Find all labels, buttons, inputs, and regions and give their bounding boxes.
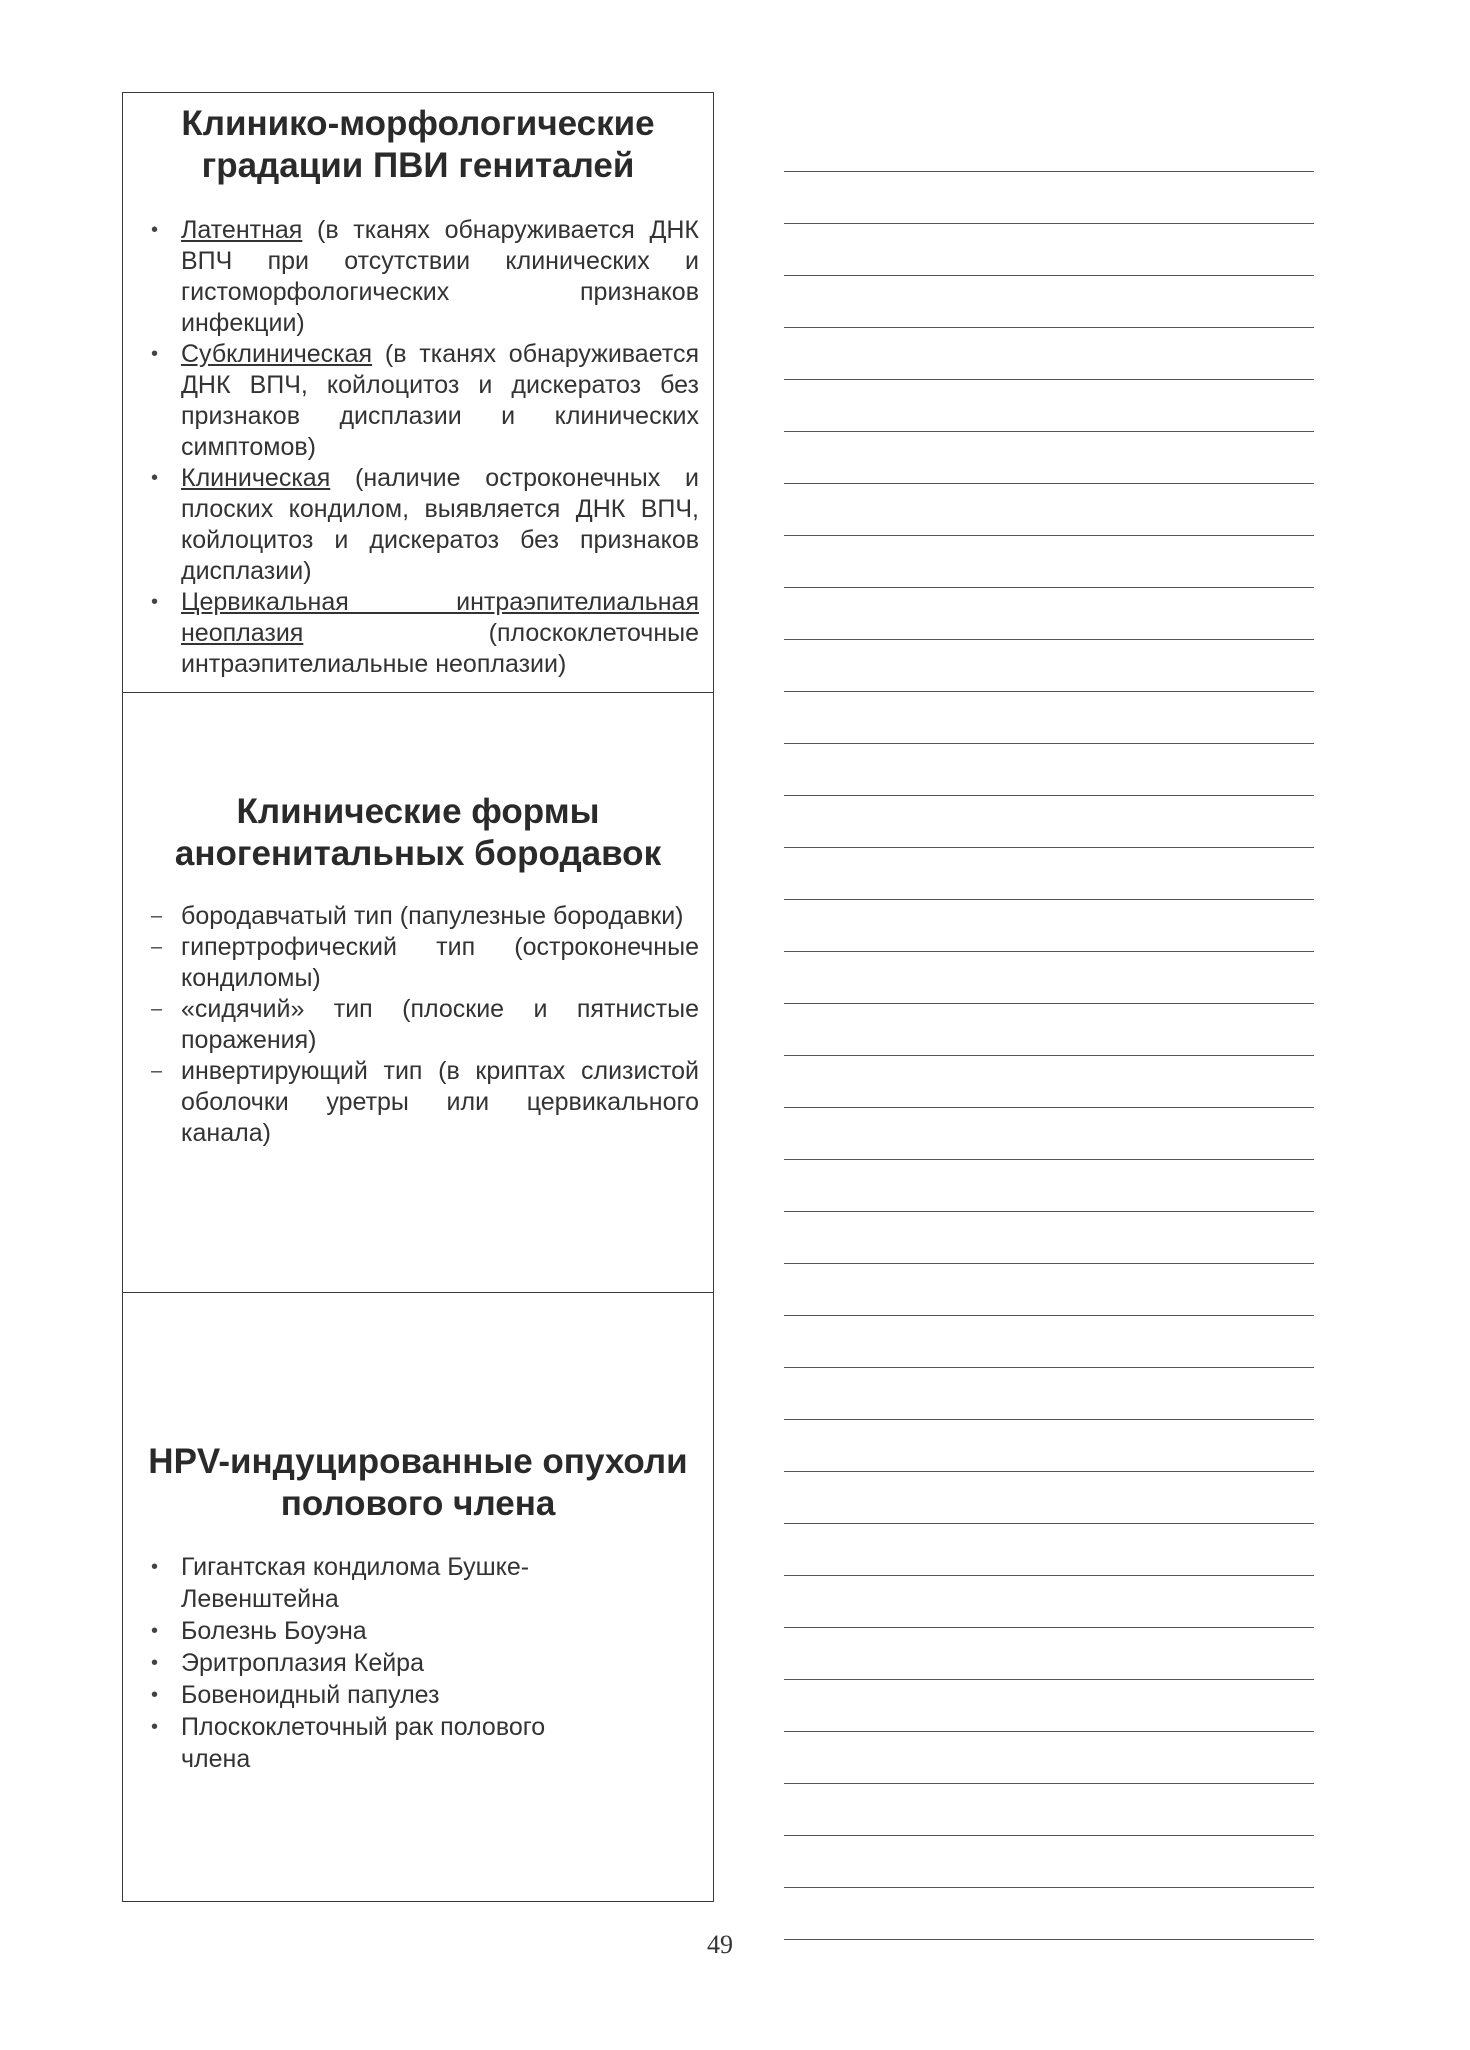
bullet-marker: • <box>151 1652 159 1674</box>
item-text: (в тканях обнаруживается ДНК ВПЧ, койлоцитоз и дискератоз без признаков дисплазии и клинических симптомов) <box>181 340 699 461</box>
list-item <box>151 215 699 339</box>
item-text: Гигантская кондилома Бушке-Левенштейна <box>181 1553 530 1613</box>
dash-marker: – <box>151 905 163 927</box>
note-line <box>784 1628 1314 1680</box>
term-label: Субклиническая <box>181 340 373 368</box>
slide-title-line: HPV-индуцированные опухоли <box>148 1442 688 1481</box>
item-text: Плоскоклеточный рак полового члена <box>181 1713 546 1773</box>
item-text: Бовеноидный папулез <box>181 1681 440 1709</box>
note-lines <box>784 120 1314 1940</box>
bullet-marker: • <box>151 343 159 365</box>
note-line <box>784 328 1314 380</box>
slide-column <box>122 92 714 1902</box>
list-item <box>151 463 699 587</box>
item-text: (наличие остроконечных и плоских кондилом, выявляется ДНК ВПЧ, койлоцитоз и дискератоз без признаков дисплазии) <box>181 464 699 585</box>
note-line <box>784 1888 1314 1940</box>
list-item <box>151 587 699 680</box>
note-line <box>784 536 1314 588</box>
note-line <box>784 952 1314 1004</box>
note-line <box>784 1160 1314 1212</box>
note-line <box>784 588 1314 640</box>
note-line <box>784 1316 1314 1368</box>
page-number: 49 <box>707 1930 733 1959</box>
list-item <box>151 1615 583 1647</box>
note-line <box>784 172 1314 224</box>
item-text: бородавчатый тип (папулезные бородавки) <box>181 902 684 930</box>
slide-pvi-gradations <box>123 93 713 693</box>
slide-title-line: градации ПВИ гениталей <box>201 146 635 185</box>
note-line <box>784 1264 1314 1316</box>
gradation-list <box>151 215 699 680</box>
note-line <box>784 1472 1314 1524</box>
note-line <box>784 692 1314 744</box>
slide-title <box>123 1441 713 1525</box>
bullet-marker: • <box>151 219 159 241</box>
bullet-marker: • <box>151 591 159 613</box>
note-line <box>784 380 1314 432</box>
bullet-marker: • <box>151 467 159 489</box>
dash-marker: – <box>151 936 163 958</box>
note-line <box>784 1784 1314 1836</box>
term-label: Латентная <box>181 216 303 244</box>
note-line <box>784 1420 1314 1472</box>
item-text: (плоскоклеточные интраэпителиальные неоплазии) <box>181 619 699 678</box>
list-item <box>151 1056 699 1149</box>
note-line <box>784 432 1314 484</box>
note-line <box>784 224 1314 276</box>
item-text: Болезнь Боуэна <box>181 1617 367 1645</box>
note-line <box>784 1004 1314 1056</box>
note-line <box>784 1108 1314 1160</box>
bullet-marker: • <box>151 1620 159 1642</box>
list-item <box>151 901 699 932</box>
wart-form-list <box>151 901 699 1149</box>
item-text: Эритроплазия Кейра <box>181 1649 424 1677</box>
item-text: «сидячий» тип (плоские и пятнистые поражения) <box>181 995 699 1054</box>
slide-title-line: аногенитальных бородавок <box>174 834 662 873</box>
bullet-marker: • <box>151 1684 159 1706</box>
list-item <box>151 932 699 994</box>
note-line <box>784 1212 1314 1264</box>
note-line <box>784 1576 1314 1628</box>
term-label: Цервикальная интраэпителиальная неоплазия <box>181 588 699 647</box>
note-line <box>784 796 1314 848</box>
dash-marker: – <box>151 1060 163 1082</box>
item-text: гипертрофический тип (остроконечные кондиломы) <box>181 933 699 992</box>
note-line <box>784 1524 1314 1576</box>
note-line <box>784 900 1314 952</box>
slide-title-line: Клинико-морфологические <box>181 104 655 143</box>
list-item <box>151 1679 583 1711</box>
note-line <box>784 848 1314 900</box>
note-line <box>784 1732 1314 1784</box>
note-line <box>784 640 1314 692</box>
note-line <box>784 1836 1314 1888</box>
bullet-marker: • <box>151 1556 159 1578</box>
list-item <box>151 994 699 1056</box>
slide-title <box>123 103 713 187</box>
note-line <box>784 1680 1314 1732</box>
note-line <box>784 1056 1314 1108</box>
bullet-marker: • <box>151 1716 159 1738</box>
item-text: инвертирующий тип (в криптах слизистой оболочки уретры или цервикального канала) <box>181 1057 699 1147</box>
note-line <box>784 744 1314 796</box>
slide-title <box>123 791 713 875</box>
list-item <box>151 1551 583 1615</box>
slide-title-line: полового члена <box>280 1484 556 1523</box>
dash-marker: – <box>151 998 163 1020</box>
list-item <box>151 339 699 463</box>
slide-hpv-tumors <box>123 1293 713 1901</box>
note-line <box>784 120 1314 172</box>
list-item <box>151 1711 583 1775</box>
note-line <box>784 1368 1314 1420</box>
item-text: (в тканях обнаруживается ДНК ВПЧ при отсутствии клинических и гистоморфологических признаков инфекции) <box>181 216 699 337</box>
list-item <box>151 1647 583 1679</box>
note-line <box>784 276 1314 328</box>
slide-title-line: Клинические формы <box>236 792 600 831</box>
note-line <box>784 484 1314 536</box>
tumor-list <box>151 1551 583 1775</box>
term-label: Клиническая <box>181 464 331 492</box>
slide-wart-forms <box>123 693 713 1293</box>
